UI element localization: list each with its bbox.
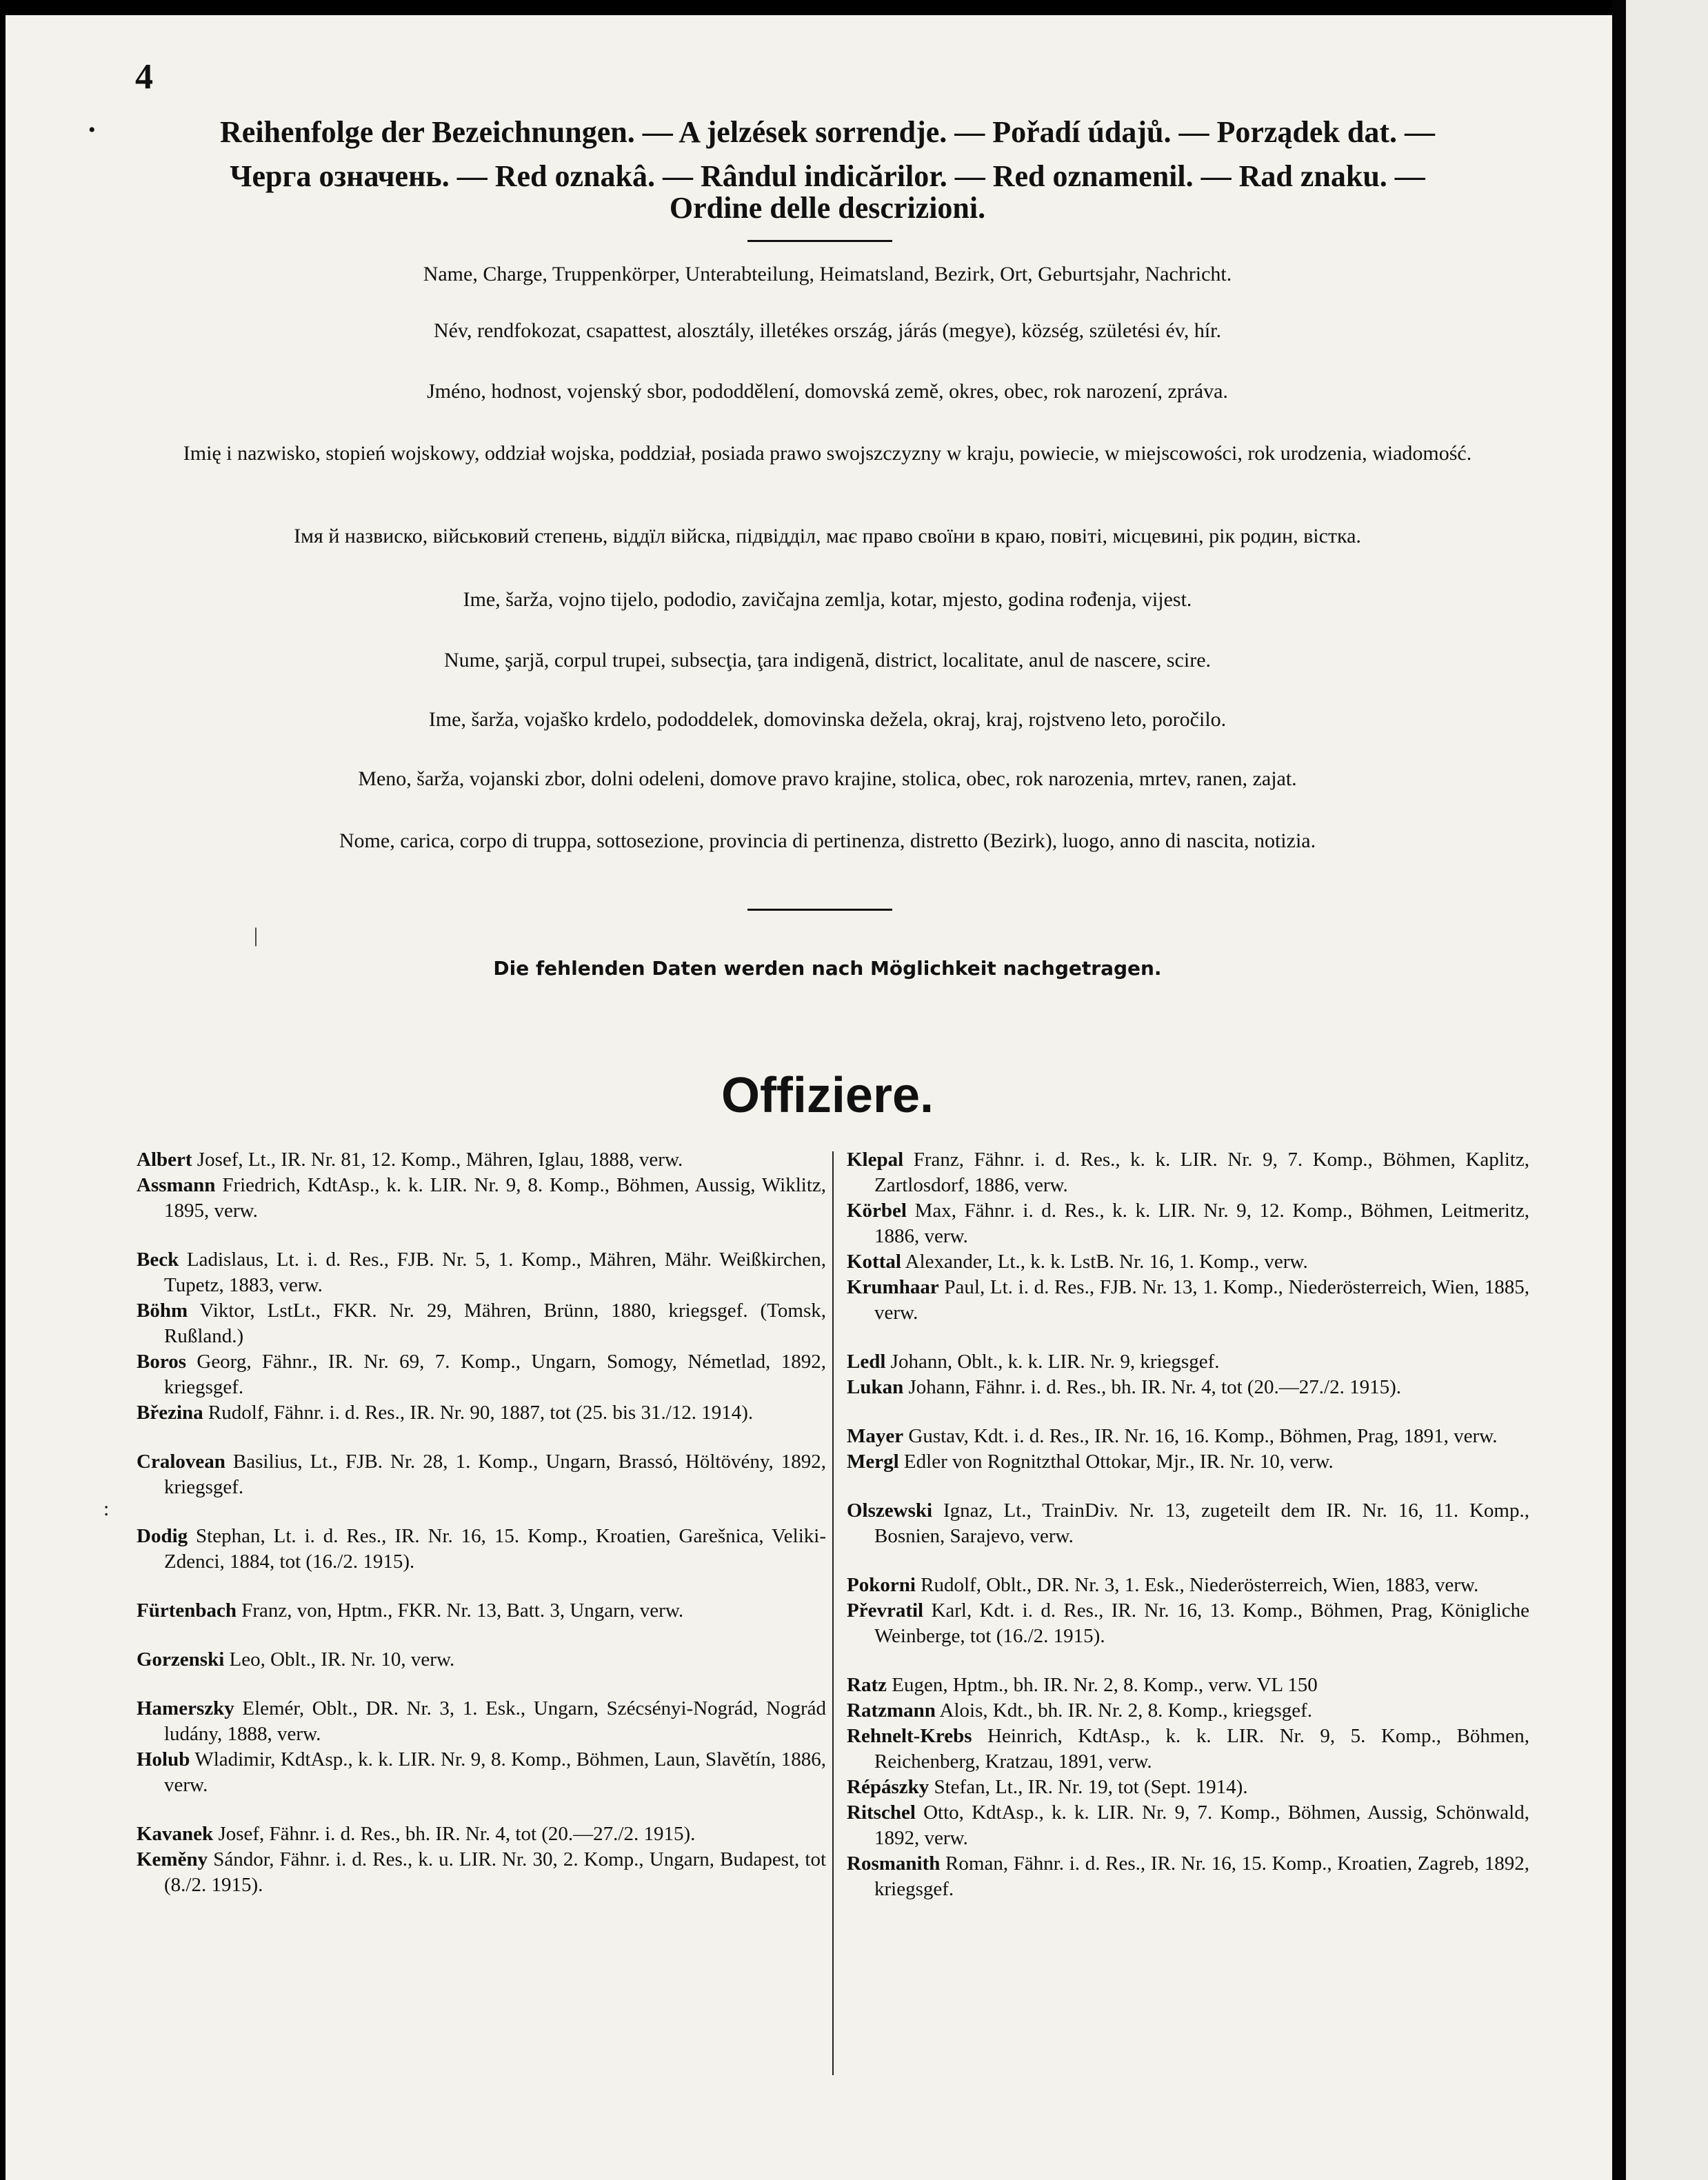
officer-surname: Rehnelt-Krebs — [847, 1725, 972, 1747]
officer-details: Johann, Fähnr. i. d. Res., bh. IR. Nr. 4, tot (20.—27./2. 1915). — [903, 1376, 1401, 1398]
officer-surname: Hamerszky — [137, 1697, 234, 1719]
margin-mark-left: : — [103, 1497, 110, 1520]
column-divider — [832, 1151, 834, 2075]
officer-surname: Kottal — [847, 1251, 901, 1273]
heading-line-1: Reihenfolge der Bezeichnungen. — A jelzések sorrendje. — Pořadí údajů. — Porządek dat. — — [220, 115, 1435, 149]
officer-details: Sándor, Fähnr. i. d. Res., k. u. LIR. Nr. 30, 2. Komp., Ungarn, Budapest, tot (8./2. 1915). — [164, 1848, 826, 1896]
officer-surname: Dodig — [137, 1525, 188, 1547]
officer-entry — [847, 1147, 1529, 1198]
officer-entry — [137, 1147, 826, 1173]
officer-surname: Olszewski — [847, 1500, 933, 1522]
officer-surname: Klepal — [847, 1149, 904, 1171]
officer-details: Otto, KdtAsp., k. k. LIR. Nr. 9, 7. Komp., Böhmen, Aussig, Schönwald, 1892, verw. — [874, 1801, 1529, 1849]
officer-details: Leo, Oblt., IR. Nr. 10, verw. — [224, 1648, 455, 1671]
officer-entry — [137, 1821, 826, 1847]
officer-entry — [137, 1696, 826, 1747]
officer-details: Elemér, Oblt., DR. Nr. 3, 1. Esk., Ungarn, Szécsényi-Nográd, Nográd ludány, 1888, verw. — [164, 1697, 826, 1745]
officer-surname: Böhm — [137, 1300, 188, 1322]
legend-line: Nume, şarjă, corpul trupei, subsecţia, ţara indigenă, district, localitate, anul de nascere, scire. — [443, 649, 1212, 672]
officer-surname: Gorzenski — [137, 1648, 225, 1671]
officer-entry — [847, 1573, 1529, 1598]
officer-details: Rudolf, Oblt., DR. Nr. 3, 1. Esk., Niederösterreich, Wien, 1883, verw. — [915, 1574, 1479, 1596]
officer-surname: Kavanek — [137, 1823, 214, 1845]
officer-details: Franz, von, Hptm., FKR. Nr. 13, Batt. 3, Ungarn, verw. — [237, 1599, 684, 1622]
officer-surname: Holub — [137, 1748, 190, 1770]
officer-surname: Assmann — [137, 1174, 216, 1196]
officer-entry — [137, 1847, 826, 1898]
divider-rule-top — [747, 240, 892, 242]
officer-entry — [137, 1247, 826, 1298]
heading-line-2: Черга означень. — Red oznakâ. — Rândul indicărilor. — Red oznamenil. — Rad znaku. — — [230, 159, 1425, 193]
officer-entry — [847, 1275, 1529, 1326]
officer-entry — [137, 1400, 826, 1426]
right-column — [847, 1147, 1529, 1902]
officer-details: Georg, Fähnr., IR. Nr. 69, 7. Komp., Ungarn, Somogy, Németlad, 1892, kriegsgef. — [164, 1351, 826, 1398]
legend-line: Jméno, hodnost, vojenský sbor, pododdělení, domovská země, okres, obec, rok narození, zpráva. — [427, 380, 1228, 403]
margin-mark-bar: | — [254, 924, 259, 947]
officer-surname: Ratz — [847, 1674, 887, 1696]
officer-surname: Ledl — [847, 1351, 886, 1373]
officer-entry — [847, 1198, 1529, 1249]
officer-surname: Mergl — [847, 1451, 899, 1473]
officer-surname: Ritschel — [847, 1801, 916, 1824]
officer-details: Josef, Fähnr. i. d. Res., bh. IR. Nr. 4, tot (20.—27./2. 1915). — [213, 1823, 696, 1845]
officer-entry — [137, 1647, 826, 1673]
officer-surname: Körbel — [847, 1200, 907, 1222]
officer-surname: Cralovean — [137, 1451, 225, 1473]
officer-details: Basilius, Lt., FJB. Nr. 28, 1. Komp., Ungarn, Brassó, Höltövény, 1892, kriegsgef. — [164, 1451, 826, 1498]
officer-entry — [137, 1449, 826, 1500]
officer-entry — [847, 1349, 1529, 1375]
divider-rule-bottom — [747, 909, 892, 911]
officer-entry — [847, 1800, 1529, 1851]
officer-details: Karl, Kdt. i. d. Res., IR. Nr. 16, 13. Komp., Böhmen, Prag, Königliche Weinberge, tot (16./2. 1915). — [874, 1599, 1529, 1647]
officer-entry — [847, 1851, 1529, 1902]
officer-entry — [137, 1747, 826, 1798]
left-column — [137, 1147, 826, 1898]
officer-entry — [137, 1598, 826, 1624]
scan-border-top — [0, 0, 1708, 15]
officer-surname: Keměny — [137, 1848, 208, 1870]
officer-entry — [847, 1698, 1529, 1724]
officer-entry — [847, 1375, 1529, 1400]
officer-surname: Lukan — [847, 1376, 904, 1398]
officer-details: Josef, Lt., IR. Nr. 81, 12. Komp., Mähren, Iglau, 1888, verw. — [192, 1149, 683, 1171]
officer-details: Stefan, Lt., IR. Nr. 19, tot (Sept. 1914). — [929, 1776, 1248, 1798]
officer-entry — [847, 1249, 1529, 1275]
officer-entry — [847, 1724, 1529, 1775]
officer-details: Alois, Kdt., bh. IR. Nr. 2, 8. Komp., kriegsgef. — [935, 1699, 1313, 1722]
officer-details: Alexander, Lt., k. k. LstB. Nr. 16, 1. Komp., verw. — [901, 1251, 1308, 1273]
officer-surname: Boros — [137, 1351, 186, 1373]
officer-surname: Beck — [137, 1249, 179, 1271]
legend-line: Ime, šarža, vojaško krdelo, pododdelek, domovinska dežela, okraj, kraj, rojstveno leto, poročilo. — [428, 708, 1227, 731]
officer-surname: Krumhaar — [847, 1276, 939, 1298]
officer-details: Friedrich, KdtAsp., k. k. LIR. Nr. 9, 8. Komp., Böhmen, Aussig, Wiklitz, 1895, verw. — [164, 1174, 826, 1222]
legend-line: Імя й назвиско, військовий степень, віддїл війска, підвідділ, має право своїни в краю, повіті, місцевині, рік родин, вістка. — [294, 525, 1361, 547]
officer-entry — [137, 1173, 826, 1224]
officer-details: Gustav, Kdt. i. d. Res., IR. Nr. 16, 16. Komp., Böhmen, Prag, 1891, verw. — [903, 1425, 1498, 1447]
officer-entry — [847, 1449, 1529, 1475]
officer-surname: Březina — [137, 1402, 203, 1424]
legend-line: Imię i nazwisko, stopień wojskowy, oddział wojska, poddział, posiada prawo swojszczyzny w kraju, powiecie, w miejscowości, rok urodzenia, wiadomość. — [183, 442, 1472, 465]
page-number: 4 — [135, 57, 153, 97]
officer-details: Stephan, Lt. i. d. Res., IR. Nr. 16, 15. Komp., Kroatien, Garešnica, Veliki-Zdenci, 1884, tot (16./2. 1915). — [164, 1525, 826, 1573]
legend-line: Nome, carica, corpo di truppa, sottosezione, provincia di pertinenza, distretto (Bezirk), luogo, anno di nascita, notizia. — [339, 829, 1316, 852]
officer-details: Edler von Rognitzthal Ottokar, Mjr., IR. Nr. 10, verw. — [898, 1451, 1334, 1473]
officer-surname: Ratzmann — [847, 1699, 936, 1722]
officer-entry — [847, 1598, 1529, 1649]
officer-entry — [847, 1498, 1529, 1549]
officer-details: Max, Fähnr. i. d. Res., k. k. LIR. Nr. 9, 12. Komp., Böhmen, Leitmeritz, 1886, verw. — [874, 1200, 1529, 1247]
officer-surname: Albert — [137, 1149, 192, 1171]
margin-dot: • — [88, 119, 96, 141]
officer-details: Paul, Lt. i. d. Res., FJB. Nr. 13, 1. Komp., Niederösterreich, Wien, 1885, verw. — [874, 1276, 1529, 1324]
section-title: Offiziere. — [721, 1068, 934, 1123]
officer-entry — [847, 1673, 1529, 1698]
officer-entry — [847, 1775, 1529, 1800]
officer-entry — [137, 1524, 826, 1575]
officer-surname: Fürtenbach — [137, 1599, 237, 1622]
heading-line-3: Ordine delle descrizioni. — [669, 191, 986, 225]
officer-entry — [847, 1424, 1529, 1449]
officer-details: Ignaz, Lt., TrainDiv. Nr. 13, zugeteilt dem IR. Nr. 16, 11. Komp., Bosnien, Sarajevo, verw. — [874, 1500, 1529, 1547]
officer-details: Viktor, LstLt., FKR. Nr. 29, Mähren, Brünn, 1880, kriegsgef. (Tomsk, Rußland.) — [164, 1300, 826, 1347]
officer-details: Heinrich, KdtAsp., k. k. LIR. Nr. 9, 5. Komp., Böhmen, Reichenberg, Kratzau, 1891, verw. — [874, 1725, 1529, 1773]
scan-gutter — [1612, 0, 1626, 2180]
officer-surname: Rosmanith — [847, 1853, 941, 1875]
officer-surname: Mayer — [847, 1425, 904, 1447]
officer-entry — [137, 1349, 826, 1400]
officer-details: Ladislaus, Lt. i. d. Res., FJB. Nr. 5, 1. Komp., Mähren, Mähr. Weißkirchen, Tupetz, 1883, verw. — [164, 1249, 826, 1296]
adjacent-page-edge — [1626, 0, 1708, 2180]
officer-details: Wladimir, KdtAsp., k. k. LIR. Nr. 9, 8. Komp., Böhmen, Laun, Slavětín, 1886, verw. — [164, 1748, 826, 1796]
legend-line: Name, Charge, Truppenkörper, Unterabteilung, Heimatsland, Bezirk, Ort, Geburtsjahr, Nachricht. — [423, 263, 1232, 285]
officer-details: Johann, Oblt., k. k. LIR. Nr. 9, kriegsgef. — [885, 1351, 1220, 1373]
officer-surname: Převratil — [847, 1599, 924, 1622]
legend-line: Meno, šarža, vojanski zbor, dolni odeleni, domove pravo krajine, stolica, obec, rok narozenia, mrtev, ranen, zajat. — [358, 767, 1297, 790]
officer-details: Roman, Fähnr. i. d. Res., IR. Nr. 16, 15. Komp., Kroatien, Zagreb, 1892, kriegsgef. — [874, 1853, 1529, 1900]
officer-entry — [137, 1298, 826, 1349]
officer-surname: Répászky — [847, 1776, 930, 1798]
officer-details: Eugen, Hptm., bh. IR. Nr. 2, 8. Komp., verw. VL 150 — [886, 1674, 1318, 1696]
officer-details: Rudolf, Fähnr. i. d. Res., IR. Nr. 90, 1887, tot (25. bis 31./12. 1914). — [203, 1402, 754, 1424]
officer-details: Franz, Fähnr. i. d. Res., k. k. LIR. Nr. 9, 7. Komp., Böhmen, Kaplitz, Zartlosdorf, 1886, verw. — [874, 1149, 1529, 1196]
legend-line: Név, rendfokozat, csapattest, alosztály, illetékes ország, járás (megye), község, születési év, hír. — [433, 319, 1222, 342]
missing-data-note: Die fehlenden Daten werden nach Möglichkeit nachgetragen. — [493, 957, 1162, 980]
legend-line: Ime, šarža, vojno tijelo, pododio, zavičajna zemlja, kotar, mjesto, godina rođenja, vijest. — [463, 588, 1192, 611]
officer-surname: Pokorni — [847, 1574, 916, 1596]
